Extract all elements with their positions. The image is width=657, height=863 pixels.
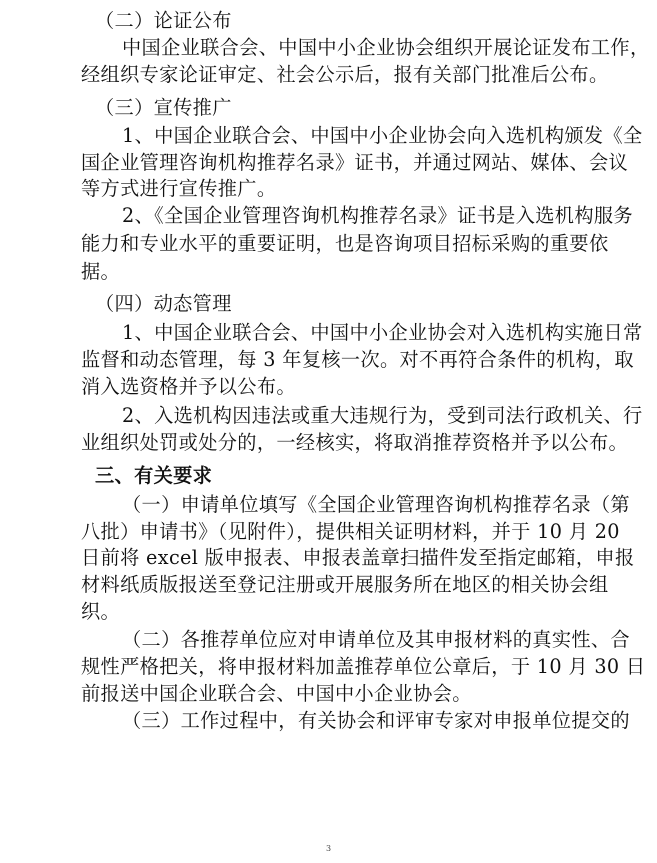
paragraph-line: 规性严格把关，将申报材料加盖推荐单位公章后，于 10 月 30 日 (81, 655, 646, 678)
paragraph-line: （一）申请单位填写《全国企业管理咨询机构推荐名录（第 (122, 493, 630, 516)
paragraph-line: 2、入选机构因违法或重大违规行为，受到司法行政机关、行 (122, 404, 643, 427)
paragraph-line: 前报送中国企业联合会、中国中小企业协会。 (81, 682, 472, 705)
paragraph-line: 业组织处罚或处分的，一经核实，将取消推荐资格并予以公布。 (81, 431, 629, 454)
paragraph-line: （三）工作过程中，有关协会和评审专家对申报单位提交的 (122, 709, 630, 732)
paragraph-line: 2、《全国企业管理咨询机构推荐名录》证书是入选机构服务 (122, 204, 633, 227)
paragraph-line: 能力和专业水平的重要证明，也是咨询项目招标采购的重要依 (81, 232, 609, 255)
paragraph-line: 材料纸质版报送至登记注册或开展服务所在地区的相关协会组 (81, 573, 609, 596)
paragraph-line: 中国企业联合会、中国中小企业协会组织开展论证发布工作， (122, 36, 650, 59)
paragraph-line: 日前将 excel 版申报表、申报表盖章扫描件发至指定邮箱，申报 (81, 546, 635, 569)
paragraph-line: 织。 (81, 600, 121, 623)
paragraph-line: 国企业管理咨询机构推荐名录》证书，并通过网站、媒体、会议 (81, 151, 629, 174)
paragraph-line: 1、中国企业联合会、中国中小企业协会对入选机构实施日常 (122, 321, 643, 344)
paragraph-line: 监督和动态管理，每 3 年复核一次。对不再符合条件的机构，取 (81, 348, 634, 371)
section-heading: （四）动态管理 (95, 292, 232, 315)
paragraph-line: 1、中国企业联合会、中国中小企业协会向入选机构颁发《全 (122, 124, 643, 147)
section-heading: （三）宣传推广 (95, 96, 232, 119)
paragraph-line: 消入选资格并予以公布。 (81, 375, 296, 398)
paragraph-line: 经组织专家论证审定、社会公示后，报有关部门批准后公布。 (81, 63, 609, 86)
paragraph-line: （二）各推荐单位应对申请单位及其申报材料的真实性、合 (122, 628, 630, 651)
paragraph-line: 据。 (81, 260, 121, 283)
paragraph-line: 八批）申请书》（见附件），提供相关证明材料，并于 10 月 20 (81, 520, 620, 543)
page-number: 3 (325, 844, 332, 853)
paragraph-line: 等方式进行宣传推广。 (81, 177, 277, 200)
section-heading: （二）论证公布 (95, 9, 232, 32)
section-heading: 三、有关要求 (95, 464, 213, 487)
